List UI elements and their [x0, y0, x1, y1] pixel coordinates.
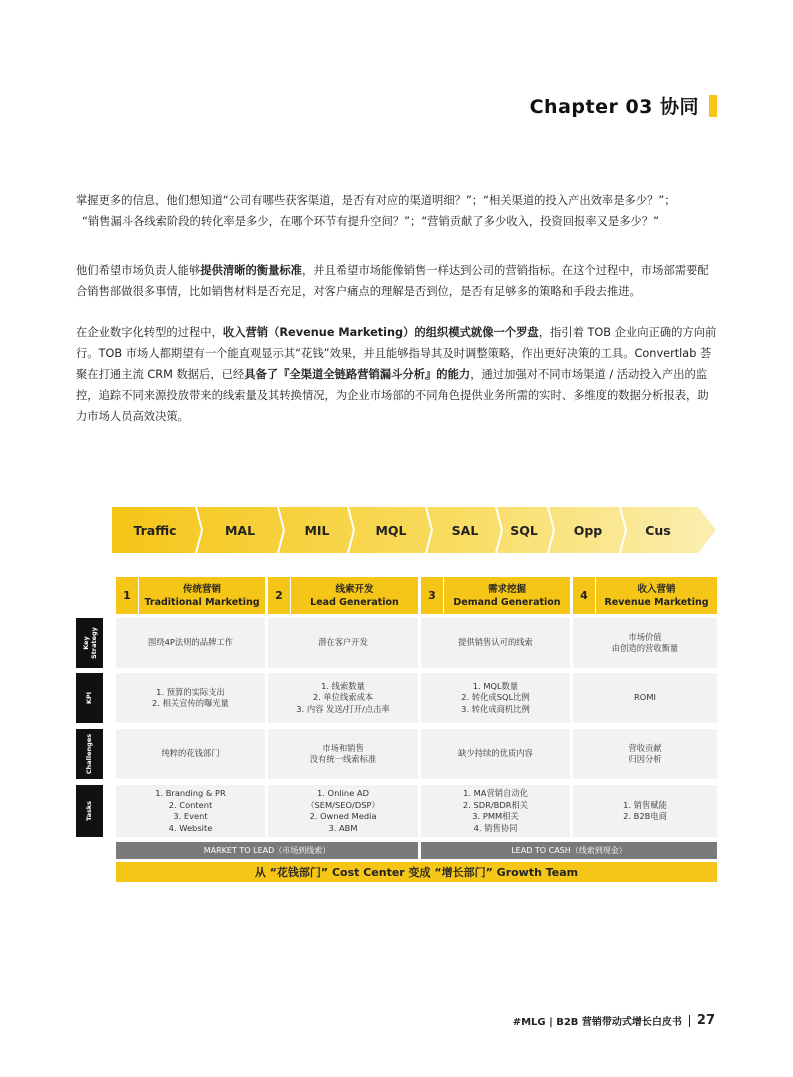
- cell-kpi-1: [116, 673, 265, 723]
- cell-line: 4. 销售协同: [473, 822, 518, 833]
- funnel-arrow: [112, 505, 718, 555]
- cell-line: 3. 内容 发送/打开/点击率: [296, 703, 390, 714]
- row-label-line: Key: [81, 636, 90, 650]
- chapter-accent-bar: [709, 95, 717, 117]
- stage-opp: Opp: [573, 522, 603, 538]
- row-label-key-strategy: [76, 618, 103, 668]
- phase-number: 3: [421, 577, 444, 614]
- row-label-text: Challenges: [85, 733, 94, 775]
- phase-number: 1: [116, 577, 139, 614]
- phase-title-en: Revenue Marketing: [604, 596, 709, 608]
- phase-title: [139, 583, 265, 609]
- phase-number: 4: [573, 577, 596, 614]
- cell-line: 2. SDR/BDR相关: [462, 799, 529, 810]
- phase-title-en: Traditional Marketing: [144, 596, 260, 608]
- phase-title-cn: 收入营销: [637, 583, 676, 595]
- text-span: 在企业数字化转型的过程中，: [76, 326, 223, 339]
- cell-line: 2. 转化成SQL比例: [461, 692, 530, 703]
- phase-header-3: [421, 577, 570, 614]
- cell-line: 3. Event: [173, 811, 208, 821]
- cell-line: 归因分析: [628, 754, 662, 764]
- cell-kpi-2: [268, 673, 418, 723]
- phase-title: [444, 583, 570, 609]
- cell-line: 围绕4P法则的品牌工作: [148, 637, 233, 648]
- cell-line: 3. PMM相关: [472, 811, 519, 821]
- text-span: ，并且希望市场能像销售一样达到公司的营销指标。在这个过程中，市场部需要配合销售部做很多事情，比如销售材料是否充足，对客户痛点的理解是否到位，是否有足够多的策略和手段去推进。: [76, 264, 709, 298]
- phase-title-cn: 传统营销: [182, 583, 221, 595]
- cell-kpi-4: [573, 673, 717, 723]
- row-label-line: Strategy: [89, 627, 98, 659]
- bold-span: 提供清晰的衡量标准: [200, 264, 302, 277]
- bold-span: 收入营销（Revenue Marketing）的组织模式就像一个罗盘: [222, 326, 539, 339]
- page-footer: [513, 1013, 715, 1028]
- footer-divider: [689, 1015, 690, 1027]
- chapter-title: Chapter 03 协同: [529, 96, 699, 118]
- phase-title-en: Lead Generation: [310, 596, 399, 608]
- text-span: ，指引着 TOB 企业向正确的方向前行。TOB 市场人都期望有一个能直观显示其“花钱”效果，并且能够指导其及时调整策略，作出更好决策的工具。Convertlab 荟聚在打通主流 CRM 数据后，已经: [76, 326, 717, 381]
- row-label-kpi: [76, 673, 103, 723]
- cell-kpi-3: [421, 673, 570, 723]
- cell-strategy-1: [116, 618, 265, 668]
- row-label-challenges: [76, 729, 103, 779]
- cell-line: 3. ABM: [328, 822, 358, 833]
- cell-line: 1. 销售赋能: [623, 799, 667, 810]
- paragraph-1-line-2: “销售漏斗各线索阶段的转化率是多少，在哪个环节有提升空间？”；“营销贡献了多少收入，投资回报率又是多少？”: [82, 215, 659, 228]
- cell-line: 2. 单位线索成本: [312, 692, 374, 703]
- cell-line: 市场价值: [628, 631, 662, 642]
- cell-challenges-3: [421, 729, 570, 779]
- chapter-header: [530, 92, 717, 119]
- cell-tasks-4: [573, 785, 717, 837]
- phase-header-4: [573, 577, 717, 614]
- cell-line: 提供销售认可的线索: [458, 637, 533, 648]
- row-label-tasks: [76, 785, 103, 837]
- paragraph-2: [76, 260, 718, 302]
- growth-banner: 从 “花钱部门” Cost Center 变成 “增长部门” Growth Team: [116, 862, 717, 882]
- cell-line: 市场和销售: [322, 742, 364, 753]
- cell-line: 1. MA营销自动化: [463, 788, 528, 798]
- cell-line: 没有统一线索标准: [309, 754, 377, 764]
- stage-traffic: Traffic: [133, 522, 177, 538]
- phase-title-cn: 线索开发: [335, 583, 374, 595]
- cell-line: （SEM/SEO/DSP）: [306, 799, 380, 810]
- cell-tasks-1: [116, 785, 265, 837]
- cell-tasks-3: [421, 785, 570, 837]
- phase-title: [596, 583, 717, 609]
- cell-line: 3. 转化成商机比例: [461, 703, 530, 714]
- cell-line: 纯粹的花钱部门: [161, 748, 220, 759]
- row-label-text: [82, 627, 98, 659]
- phase-header-1: [116, 577, 265, 614]
- phase-number: 2: [268, 577, 291, 614]
- row-label-text: Tasks: [85, 800, 94, 822]
- cell-line: 1. MQL数量: [472, 680, 519, 691]
- paragraph-1: [76, 190, 718, 232]
- text-span: ，通过加强对不同市场渠道 / 活动投入产出的监控，追踪不同来源投放带来的线索量及其转换情况，为企业市场部的不同角色提供业务所需的实时、多维度的数据分析报表，助力市场人员高效决策。: [76, 368, 709, 423]
- cell-line: 潜在客户开发: [318, 637, 368, 648]
- stage-cus: Cus: [645, 522, 671, 538]
- cell-line: 2. 相关宣传的曝光量: [152, 698, 229, 708]
- cell-line: 由创造的营收衡量: [611, 643, 679, 653]
- cell-line: 营收贡献: [628, 742, 662, 753]
- cell-line: 1. 预算的实际支出: [156, 686, 225, 697]
- cell-strategy-3: [421, 618, 570, 668]
- cell-line: 1. 线索数量: [321, 680, 365, 691]
- cell-line: 2. B2B电商: [623, 811, 667, 821]
- stage-mal: MAL: [224, 522, 256, 538]
- text-span: 他们希望市场负责人能够: [76, 264, 201, 277]
- cell-line: ROMI: [634, 692, 656, 703]
- footer-title: #MLG | B2B 营销带动式增长白皮书: [512, 1017, 682, 1028]
- cell-line: 2. Owned Media: [309, 811, 377, 821]
- stage-sql: SQL: [510, 522, 538, 538]
- stage-mil: MIL: [304, 522, 330, 538]
- phase-title-cn: 需求挖掘: [487, 583, 526, 595]
- cell-line: 4. Website: [168, 822, 213, 833]
- page-number: 27: [696, 1013, 715, 1028]
- cell-strategy-2: [268, 618, 418, 668]
- row-label-text: KPI: [85, 691, 94, 705]
- stage-sal: SAL: [451, 522, 479, 538]
- phase-title: [291, 583, 418, 609]
- phase-title-en: Demand Generation: [453, 596, 561, 608]
- lead-to-cash-bar: LEAD TO CASH（线索到现金）: [421, 842, 717, 859]
- cell-strategy-4: [573, 618, 717, 668]
- cell-tasks-2: [268, 785, 418, 837]
- paragraph-1-line-1: 掌握更多的信息，他们想知道“公司有哪些获客渠道，是否有对应的渠道明细？”；“相关渠道的投入产出效率是多少？”；: [76, 194, 676, 207]
- cell-line: 2. Content: [168, 799, 213, 810]
- paragraph-3: [76, 322, 718, 427]
- cell-line: 1. Online AD: [316, 788, 370, 798]
- cell-line: 1. Branding & PR: [155, 788, 226, 798]
- cell-challenges-1: [116, 729, 265, 779]
- phase-header-2: [268, 577, 418, 614]
- cell-challenges-2: [268, 729, 418, 779]
- cell-line: 缺少持续的优质内容: [458, 748, 533, 759]
- market-to-lead-bar: MARKET TO LEAD（市场到线索）: [116, 842, 418, 859]
- stage-mql: MQL: [375, 522, 407, 538]
- bold-span: 具备了『全渠道全链路营销漏斗分析』的能力: [244, 368, 471, 381]
- cell-challenges-4: [573, 729, 717, 779]
